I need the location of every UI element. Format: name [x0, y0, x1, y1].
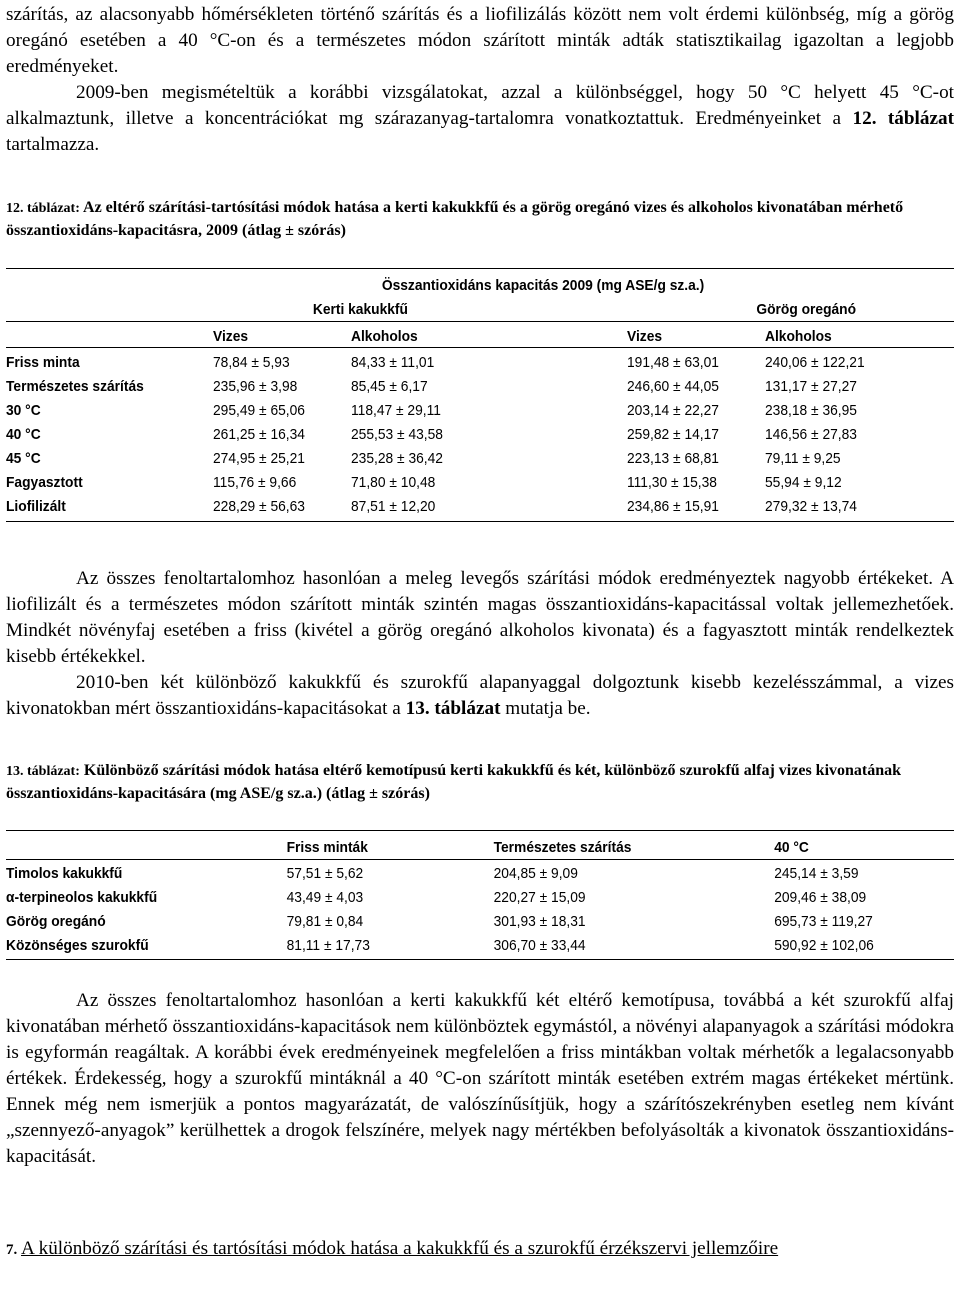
table-cell: 85,45 ± 6,17	[351, 377, 428, 395]
table-cell: 131,17 ± 27,27	[765, 377, 857, 395]
table-row	[6, 446, 878, 470]
table-cell: 695,73 ± 119,27	[774, 912, 873, 930]
table-cell: 111,30 ± 15,38	[627, 473, 717, 491]
table-cell: 78,84 ± 5,93	[213, 353, 290, 371]
section-number: 7.	[6, 1242, 18, 1258]
intro-paragraph-2	[0, 80, 960, 158]
table-cell: 279,32 ± 13,74	[765, 497, 857, 515]
table-12-caption	[0, 197, 960, 242]
table-cell: 57,51 ± 5,62	[286, 864, 364, 882]
table-row	[6, 422, 878, 446]
table-cell: 259,82 ± 14,17	[627, 425, 719, 443]
table-12-bottom-rule	[6, 521, 954, 522]
row-label: Friss minta	[6, 353, 80, 371]
middle-paragraph-1: Az összes fenoltartalomhoz hasonlóan a meleg levegős szárítási módok eredményeztek nagyobb értékeket. A liofilizált és a természetes módon szárított minták szintén magas összantioxidáns-kapacitással voltak jellemezhetőek. Mindkét növényfaj esetében a friss (kivétel a görög oregánó alkoholos kivonata) és a fagyasztott minták rendelkeztek kisebb értékekkel.	[6, 568, 954, 667]
col-header-water-2: Vizes	[627, 327, 663, 345]
table-cell: 115,76 ± 9,66	[213, 473, 297, 491]
table-12-header	[6, 273, 878, 321]
table-12-header-rule	[6, 347, 954, 348]
table-13-reference: 13. táblázat	[405, 698, 501, 719]
middle-paragraph-2	[0, 670, 960, 722]
table-cell: 220,27 ± 15,09	[493, 888, 586, 906]
table-cell: 204,85 ± 9,09	[493, 864, 578, 882]
col-header-water-1: Vizes	[213, 327, 249, 345]
col-header-natural-drying: Természetes szárítás	[493, 838, 632, 856]
table-12-reference: 12. táblázat	[852, 108, 954, 129]
table-cell: 295,49 ± 65,06	[213, 401, 305, 419]
table-cell: 306,70 ± 33,44	[493, 936, 586, 954]
table-cell: 84,33 ± 11,01	[351, 353, 435, 371]
table-cell: 238,18 ± 36,95	[765, 401, 857, 419]
caption-number: 12.	[6, 201, 24, 216]
section-7-heading	[6, 1236, 954, 1263]
table-cell: 146,56 ± 27,83	[765, 425, 857, 443]
caption-label: táblázat:	[23, 764, 80, 779]
caption-label: táblázat:	[23, 201, 80, 216]
caption-text: Különböző szárítási módok hatása eltérő kemotípusú kerti kakukkfű és két, különböző szurokfű alfaj vizes kivonatának összantioxidáns-kapacitására (mg ASE/g sz.a.) (átlag ± szórás)	[6, 762, 902, 802]
species-header-thyme: Kerti kakukkfű	[312, 300, 408, 318]
table-12-subheader	[6, 324, 878, 348]
table-cell: 234,86 ± 15,91	[627, 497, 719, 515]
table-row	[6, 470, 878, 494]
table-cell: 55,94 ± 9,12	[765, 473, 842, 491]
table-cell: 118,47 ± 29,11	[351, 401, 441, 419]
table-cell: 235,28 ± 36,42	[351, 449, 443, 467]
intro-p2-end: tartalmazza.	[6, 134, 100, 155]
table-cell: 209,46 ± 38,09	[774, 888, 867, 906]
caption-number: 13.	[6, 764, 24, 779]
table-cell: 228,29 ± 56,63	[213, 497, 305, 515]
table-13-caption	[0, 760, 960, 805]
table-13-top-rule	[6, 830, 954, 831]
table-row	[6, 374, 878, 398]
table-cell: 301,93 ± 18,31	[493, 912, 586, 930]
final-paragraph: Az összes fenoltartalomhoz hasonlóan a kerti kakukkfű két eltérő kemotípusa, továbbá a két szurokfű alfaj kivonatában mérhető összantioxidáns-kapacitások nem különböztek egymástól, a növényi alapanyagok a szárítási módokra is egyformán reagáltak. A korábbi évek eredményeinek megfelelően a friss mintákban voltak mérhetők a legalacsonyabb értékek. Érdekesség, hogy a szurokfű mintáknál a 40 °C-on szárított minták esetében extrém magas értékeket mértünk. Ennek még nem ismerjük a pontos magyarázatát, de valószínűsítjük, hogy a szárítószekrényben esetleg nem kívánt „szennyező-anyagok” kerülhettek a drogok felszínére, melyek nagy mértékben befolyásolták a kivonatok összantioxidáns-kapacitását.	[6, 990, 954, 1167]
row-label: α-terpineolos kakukkfű	[6, 888, 158, 906]
table-13-header	[6, 835, 878, 859]
row-label: Liofilizált	[6, 497, 66, 515]
table-cell: 223,13 ± 68,81	[627, 449, 719, 467]
table-row	[6, 933, 878, 957]
col-header-40c: 40 °C	[774, 838, 809, 856]
table-12-top-rule	[6, 268, 954, 269]
row-label: Természetes szárítás	[6, 377, 144, 395]
intro-section	[0, 2, 960, 158]
table-cell: 203,14 ± 22,27	[627, 401, 719, 419]
table-row	[6, 885, 878, 909]
table-13-body	[6, 861, 878, 957]
table-cell: 71,80 ± 10,48	[351, 473, 436, 491]
middle-p2-text: 2010-ben két különböző kakukkfű és szurokfű alapanyaggal dolgoztunk kisebb kezelésszámmal, a vizes kivonatokban mért összantioxidáns-kapacitásokat a	[6, 672, 954, 719]
table-13-header-rule	[6, 859, 954, 860]
table-row	[6, 350, 878, 374]
row-label: 30 °C	[6, 401, 41, 419]
middle-section	[0, 566, 960, 722]
col-header-alcohol-2: Alkoholos	[765, 327, 832, 345]
row-label: Közönséges szurokfű	[6, 936, 149, 954]
table-12-mid-rule	[6, 321, 954, 322]
row-label: 40 °C	[6, 425, 41, 443]
table-cell: 79,11 ± 9,25	[765, 449, 841, 467]
section-title: A különböző szárítási és tartósítási módok hatása a kakukkfű és a szurokfű érzékszervi jellemzőire	[21, 1238, 779, 1259]
table-cell: 590,92 ± 102,06	[774, 936, 874, 954]
table-cell: 261,25 ± 16,34	[213, 425, 305, 443]
caption-text: Az eltérő szárítási-tartósítási módok hatása a kerti kakukkfű és a görög oregánó vizes és alkoholos kivonatában mérhető összantioxidáns-kapacitásra, 2009 (átlag ± szórás)	[6, 199, 904, 239]
table-12-group-header: Összantioxidáns kapacitás 2009 (mg ASE/g sz.a.)	[381, 276, 705, 294]
table-cell: 246,60 ± 44,05	[627, 377, 719, 395]
row-label: Görög oregánó	[6, 912, 106, 930]
table-cell: 191,48 ± 63,01	[627, 353, 719, 371]
table-cell: 274,95 ± 25,21	[213, 449, 305, 467]
row-label: Fagyasztott	[6, 473, 83, 491]
row-label: 45 °C	[6, 449, 41, 467]
table-cell: 235,96 ± 3,98	[213, 377, 298, 395]
table-12-body	[6, 350, 878, 518]
species-header-oregano: Görög oregánó	[756, 300, 857, 318]
col-header-alcohol-1: Alkoholos	[351, 327, 418, 345]
table-cell: 87,51 ± 12,20	[351, 497, 436, 515]
intro-paragraph-1: szárítás, az alacsonyabb hőmérsékleten történő szárítás és a liofilizálás között nem volt érdemi különbség, míg a görög oregánó esetében a 40 °C-on és a természetes módon szárított minták adták statisztikailag igazoltan a legjobb eredményeket.	[6, 4, 954, 77]
table-cell: 79,81 ± 0,84	[286, 912, 364, 930]
table-row	[6, 494, 878, 518]
table-cell: 81,11 ± 17,73	[286, 936, 370, 954]
col-header-fresh: Friss minták	[286, 838, 368, 856]
table-cell: 245,14 ± 3,59	[774, 864, 859, 882]
row-label: Timolos kakukkfű	[6, 864, 123, 882]
table-cell: 255,53 ± 43,58	[351, 425, 443, 443]
middle-p2-end: mutatja be.	[500, 698, 591, 719]
table-row	[6, 861, 878, 885]
intro-p2-text: 2009-ben megismételtük a korábbi vizsgálatokat, azzal a különbséggel, hogy 50 °C helyett 45 °C-ot alkalmaztunk, illetve a koncentrációkat mg szárazanyag-tartalomra vonatkoztattuk. Eredményeinket a	[6, 82, 954, 129]
table-cell: 240,06 ± 122,21	[765, 353, 865, 371]
table-cell: 43,49 ± 4,03	[286, 888, 364, 906]
final-section	[0, 988, 960, 1170]
table-row	[6, 909, 878, 933]
table-13-bottom-rule	[6, 959, 954, 960]
table-row	[6, 398, 878, 422]
